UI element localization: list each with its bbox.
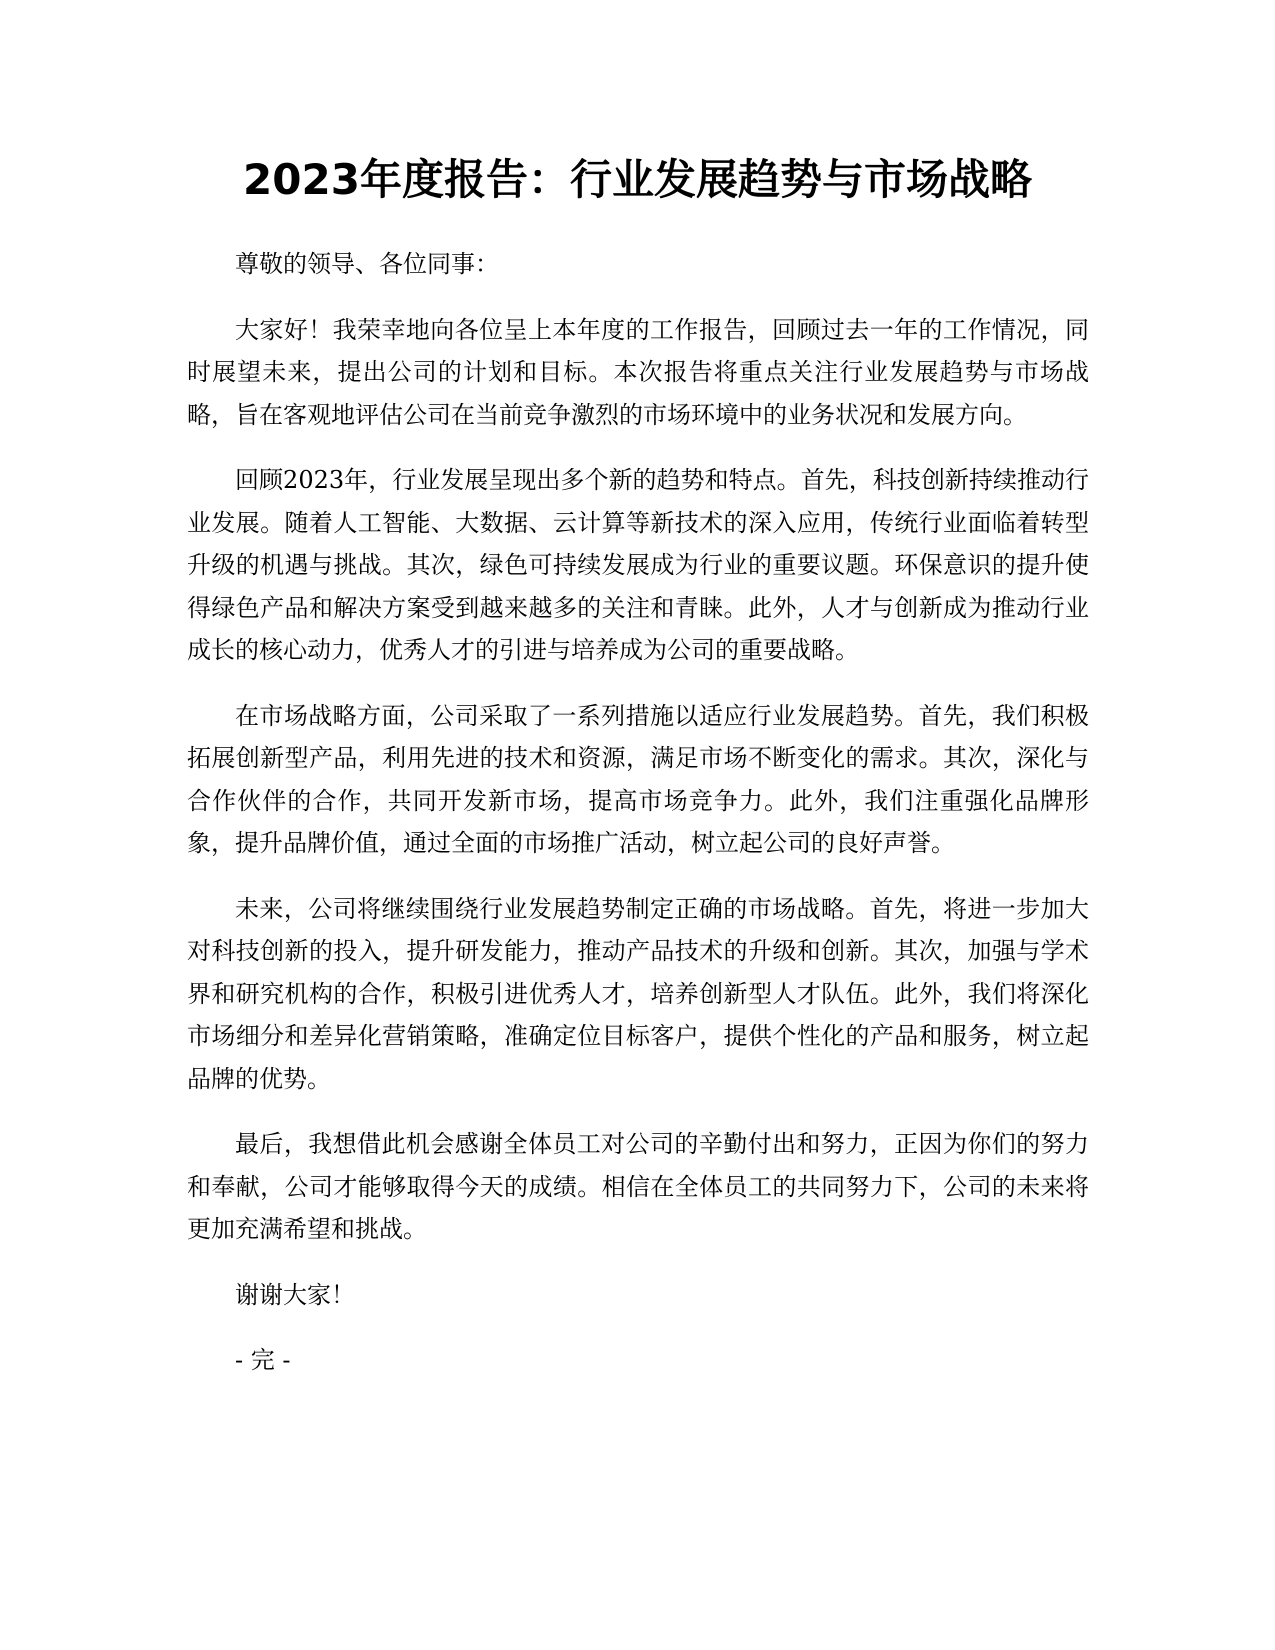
paragraph-future-plan: 未来，公司将继续围绕行业发展趋势制定正确的市场战略。首先，将进一步加大对科技创新的投入，提升研发能力，推动产品技术的升级和创新。其次，加强与学术界和研究机构的合作，积极引进优秀人才，培养创新型人才队伍。此外，我们将深化市场细分和差异化营销策略，准确定位目标客户，提供个性化的产品和服务，树立起品牌的优势。 [187, 894, 1089, 1093]
paragraph-thanks: 最后，我想借此机会感谢全体员工对公司的辛勤付出和努力，正因为你们的努力和奉献，公司才能够取得今天的成绩。相信在全体员工的共同努力下，公司的未来将更加充满希望和挑战。 [187, 1130, 1089, 1243]
document-body [187, 243, 1089, 1405]
paragraph-market-strategy: 在市场战略方面，公司采取了一系列措施以适应行业发展趋势。首先，我们积极拓展创新型产品，利用先进的技术和资源，满足市场不断变化的需求。其次，深化与合作伙伴的合作，共同开发新市场，提高市场竞争力。此外，我们注重强化品牌形象，提升品牌价值，通过全面的市场推广活动，树立起公司的良好声誉。 [187, 701, 1089, 857]
salutation: 尊敬的领导、各位同事： [235, 250, 499, 278]
document-title: 2023年度报告：行业发展趋势与市场战略 [243, 155, 1032, 204]
paragraph-industry-review: 回顾2023年，行业发展呈现出多个新的趋势和特点。首先，科技创新持续推动行业发展。随着人工智能、大数据、云计算等新技术的深入应用，传统行业面临着转型升级的机遇与挑战。其次，绿色可持续发展成为行业的重要议题。环保意识的提升使得绿色产品和解决方案受到越来越多的关注和青睐。此外，人才与创新成为推动行业成长的核心动力，优秀人才的引进与培养成为公司的重要战略。 [187, 466, 1089, 664]
closing-line: 谢谢大家！ [235, 1280, 355, 1309]
end-mark: - 完 - [235, 1346, 291, 1374]
paragraph-intro: 大家好！我荣幸地向各位呈上本年度的工作报告，回顾过去一年的工作情况，同时展望未来，提出公司的计划和目标。本次报告将重点关注行业发展趋势与市场战略，旨在客观地评估公司在当前竞争激烈的市场环境中的业务状况和发展方向。 [187, 315, 1089, 429]
